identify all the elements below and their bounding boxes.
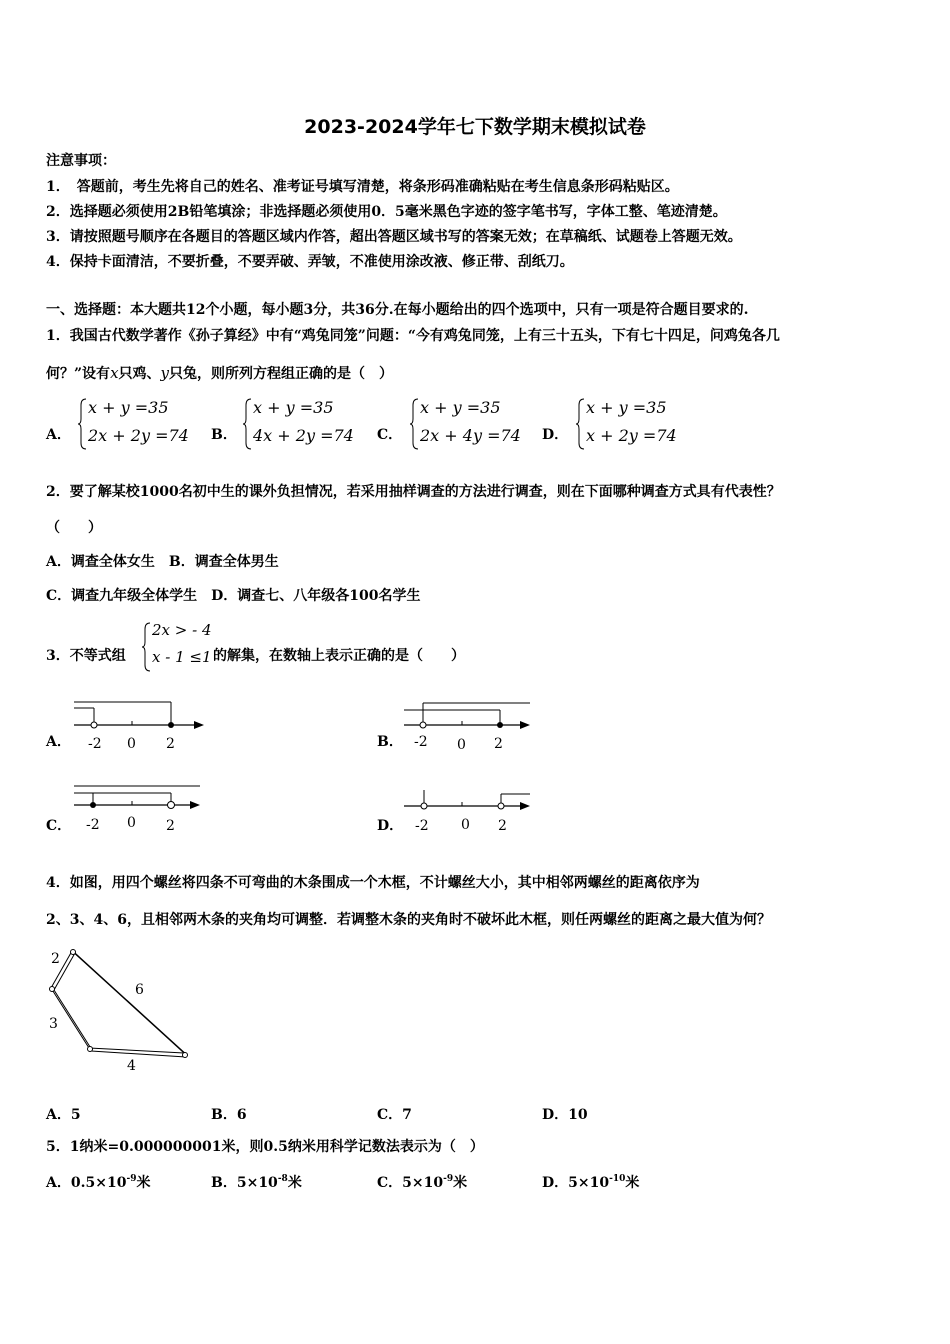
notice-item-3: 3．请按照题号顺序在各题目的答题区域内作答，超出答题区域书写的答案无效；在草稿纸、试题卷上答题无效。 xyxy=(46,229,742,245)
tick-label: 0 xyxy=(127,736,136,752)
var-x: x xyxy=(110,364,119,382)
tick-label: 0 xyxy=(127,815,136,831)
q4-wooden-frame-figure xyxy=(44,944,194,1076)
section-heading: 一、选择题：本大题共12个小题，每小题3分，共36分.在每小题给出的四个选项中，只有一项是符合题目要求的. xyxy=(46,302,749,318)
q4-option-b[interactable]: B．6 xyxy=(211,1107,247,1123)
brace-icon xyxy=(78,397,88,451)
tick-label: -2 xyxy=(88,736,102,752)
q1-option-a-label[interactable]: A． xyxy=(46,427,71,443)
tick-label: 2 xyxy=(166,736,175,752)
notice-heading: 注意事项： xyxy=(46,153,116,169)
tick-label: 2 xyxy=(498,818,507,834)
tick-label: -2 xyxy=(414,734,428,750)
tick-label: 0 xyxy=(457,737,466,753)
q4-line1: 4．如图，用四个螺丝将四条不可弯曲的木条围成一个木框，不计螺丝大小，其中相邻两螺丝的距离依序为 xyxy=(46,875,700,891)
q3-option-d-numberline xyxy=(400,782,535,840)
q2-options-cd[interactable]: C．调查九年级全体学生 D．调查七、八年级各100名学生 xyxy=(46,588,421,604)
tick-label: 2 xyxy=(166,818,175,834)
q4-option-d[interactable]: D．10 xyxy=(542,1107,588,1123)
brace-icon xyxy=(410,397,420,451)
q3-suffix: 的解集，在数轴上表示正确的是（ ） xyxy=(213,648,465,664)
q1-option-d-label[interactable]: D． xyxy=(542,427,569,443)
q1-option-b-label[interactable]: B． xyxy=(211,427,237,443)
q2-line2: （ ） xyxy=(46,520,102,536)
q3-option-c-numberline xyxy=(70,782,210,840)
q5-option-d[interactable]: D．$5\times 10^{-10}$米 xyxy=(542,1174,640,1191)
q3-option-a-numberline xyxy=(70,698,210,756)
exam-page: 2023-2024学年七下数学期末模拟试卷 注意事项： 1． 答题前，考生先将自己的姓名、准考证号填写清楚，将条形码准确粘贴在考生信息条形码粘贴区。 2．选择题必须使用2B铅笔填涂；非选择题必须使用0．5毫米黑色字迹的签字笔书写，字体工整、笔迹清楚。 3．请按照题号顺序在各题目的答题区域内作答，超出答题区域书写的答案无效；在草稿纸、试题卷上答题无效。 4．保持卡面清洁，不要折叠，不要弄破、弄皱，不准使用涂改液、修正带、刮纸刀。 一、选择题：本大题共12个小题，每小题3分，共36分.在每小题给出的四个选项中，只有一项是符合题目要求的. 1．我国古代数学著作《孙子算经》中有“鸡兔同笼”问题：“今有鸡兔同笼，上有三十五头，下有七十四足，问鸡兔各几 何？”设有x只鸡、y只兔，则所列方程组正确的是（ ） A． x + y =35 2x + 2y =74 B． x + y =35 4x + 2y =74 C． x + y =35 2x + 4y =74 D． x + y =35 x + 2y =74 2．要了解某校1000名初中生的课外负担情况，若采用抽样调查的方法进行调查，则在下面哪种调查方式具有代表性？ （ ） A．调查全体女生 B．调查全体男生 C．调查九年级全体学生 D．调查七、八年级各100名学生 3．不等式组 2x > - 4 x - 1 ≤1 的解集，在数轴上表示正确的是（ ） A． -2 0 2 B． -2 0 2 C． -2 0 2 D． -2 0 2 4．如图，用四个螺丝将四条不可弯曲的木条围成一个木框，不计螺丝大小，其中相邻两螺丝的距离依序为 2、3、4、6，且相邻两木条的夹角均可调整．若调整木条的夹角时不破坏此木框，则任两螺丝的距离之最大值为何？ 2 3 6 4 A．5 B．6 C．7 D．10 5．1纳米=0.000000001米，则0.5纳米用科学记数法表示为（ ） A．$0.5\times 10^{-9}$米 B．$5\times 10^{-8}$米 C．$5\times 10^{-9}$米 D．$5\times 10^{-10}$米 xyxy=(0,0,950,1344)
notice-item-4: 4．保持卡面清洁，不要折叠，不要弄破、弄皱，不准使用涂改液、修正带、刮纸刀。 xyxy=(46,254,574,270)
q4-option-a[interactable]: A．5 xyxy=(46,1107,81,1123)
notice-item-2: 2．选择题必须使用2B铅笔填涂；非选择题必须使用0．5毫米黑色字迹的签字笔书写，字体工整、笔迹清楚。 xyxy=(46,204,727,220)
q3-option-b-label[interactable]: B． xyxy=(377,734,403,750)
q3-option-c-label[interactable]: C． xyxy=(46,818,72,834)
side-label: 2 xyxy=(51,951,60,967)
notice-item-1: 1． 答题前，考生先将自己的姓名、准考证号填写清楚，将条形码准确粘贴在考生信息条形码粘贴区。 xyxy=(46,179,679,195)
side-label: 3 xyxy=(49,1016,58,1032)
brace-icon xyxy=(243,397,253,451)
q5-line: 5．1纳米=0.000000001米，则0.5纳米用科学记数法表示为（ ） xyxy=(46,1139,484,1155)
q3-option-b-numberline xyxy=(400,698,535,756)
tick-label: -2 xyxy=(86,817,100,833)
q1-line2: 何？”设有x只鸡、y只兔，则所列方程组正确的是（ ） xyxy=(46,364,394,382)
brace-icon xyxy=(142,621,152,673)
var-y: y xyxy=(160,364,170,382)
q3-option-d-label[interactable]: D． xyxy=(377,818,404,834)
q5-option-b[interactable]: B．$5\times 10^{-8}$米 xyxy=(211,1174,302,1191)
q5-option-a[interactable]: A．$0.5\times 10^{-9}$米 xyxy=(46,1174,151,1191)
q2-line1: 2．要了解某校1000名初中生的课外负担情况，若采用抽样调查的方法进行调查，则在下面哪种调查方式具有代表性？ xyxy=(46,484,781,500)
tick-label: -2 xyxy=(415,818,429,834)
q5-option-c[interactable]: C．$5\times 10^{-9}$米 xyxy=(377,1174,468,1191)
brace-icon xyxy=(576,397,586,451)
side-label: 4 xyxy=(127,1058,136,1074)
tick-label: 2 xyxy=(494,736,503,752)
q1-option-c-label[interactable]: C． xyxy=(377,427,403,443)
q2-options-ab[interactable]: A．调查全体女生 B．调查全体男生 xyxy=(46,554,279,570)
tick-label: 0 xyxy=(461,817,470,833)
q3-prefix: 3．不等式组 xyxy=(46,648,126,664)
q1-line1: 1．我国古代数学著作《孙子算经》中有“鸡兔同笼”问题：“今有鸡兔同笼，上有三十五头，下有七十四足，问鸡兔各几 xyxy=(46,328,780,344)
page-title: 2023-2024学年七下数学期末模拟试卷 xyxy=(304,116,646,138)
q3-option-a-label[interactable]: A． xyxy=(46,734,71,750)
side-label: 6 xyxy=(135,982,144,998)
q4-line2: 2、3、4、6，且相邻两木条的夹角均可调整．若调整木条的夹角时不破坏此木框，则任两螺丝的距离之最大值为何？ xyxy=(46,912,771,928)
q4-option-c[interactable]: C．7 xyxy=(377,1107,412,1123)
